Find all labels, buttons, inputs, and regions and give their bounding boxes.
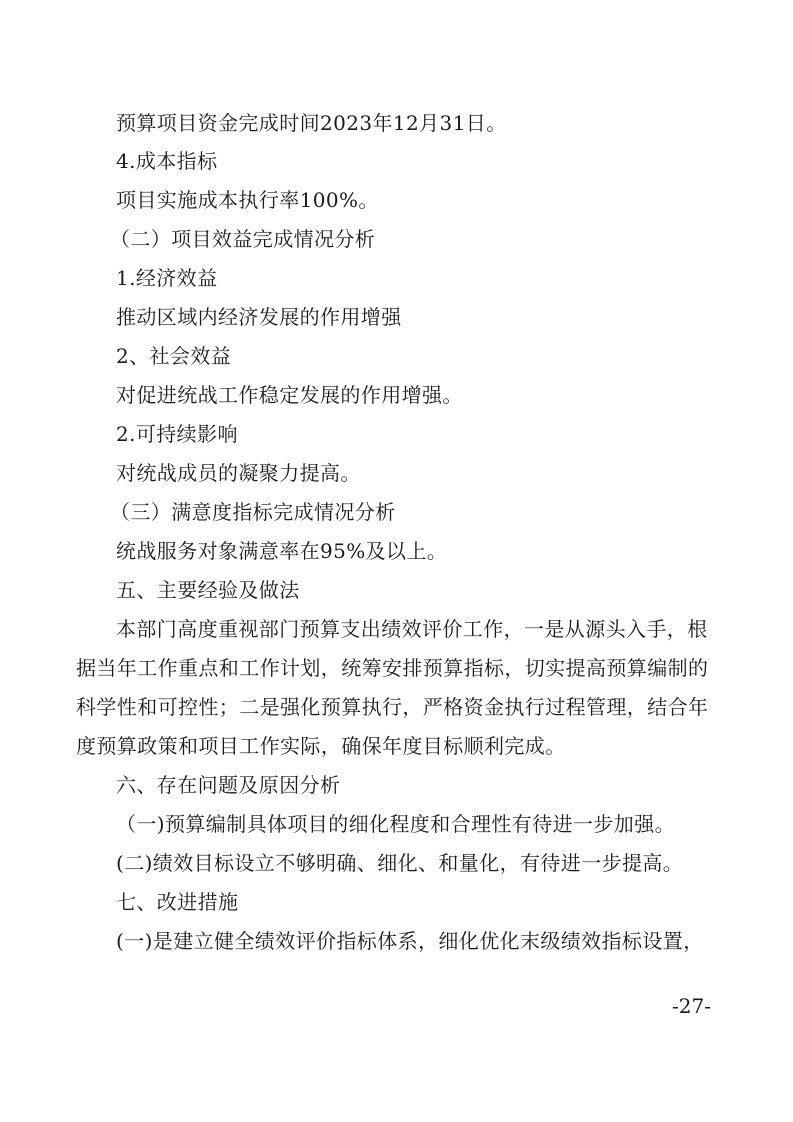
text-line-2: 4.成本指标: [116, 149, 218, 173]
text-line-5: 1.经济效益: [116, 266, 218, 290]
text-line-9: 2.可持续影响: [116, 422, 238, 446]
paragraph-line-4: 度预算政策和项目工作实际，确保年度目标顺利完成。: [76, 734, 566, 758]
chapter-heading-7: 七、改进措施: [116, 890, 239, 914]
paragraph-line-3: 科学性和可控性；二是强化预算执行，严格资金执行过程管理，结合年: [76, 695, 709, 719]
text-line-3: 项目实施成本执行率100%。: [116, 188, 379, 212]
text-line-22: (一)是建立健全绩效评价指标体系，细化优化末级绩效指标设置，: [116, 929, 704, 953]
paragraph-line-1: 本部门高度重视部门预算支出绩效评价工作，一是从源头入手，根: [116, 617, 708, 641]
text-line-20: (二)绩效目标设立不够明确、细化、和量化，有待进一步提高。: [116, 851, 684, 875]
paragraph-line-2: 据当年工作重点和工作计划，统筹安排预算指标，切实提高预算编制的: [76, 656, 709, 680]
text-line-8: 对促进统战工作稳定发展的作用增强。: [116, 383, 463, 407]
section-heading-2: （二）项目效益完成情况分析: [110, 227, 376, 251]
section-heading-3: （三）满意度指标完成情况分析: [110, 500, 396, 524]
chapter-heading-5: 五、主要经验及做法: [116, 578, 300, 602]
text-line-7: 2、社会效益: [116, 344, 232, 368]
page-number: -27-: [672, 994, 711, 1018]
text-line-1: 预算项目资金完成时间2023年12月31日。: [116, 111, 507, 135]
text-line-19: （一)预算编制具体项目的细化程度和合理性有待进一步加强。: [116, 812, 676, 836]
chapter-heading-6: 六、存在问题及原因分析: [116, 773, 341, 797]
text-line-6: 推动区域内经济发展的作用增强: [116, 305, 402, 329]
text-line-12: 统战服务对象满意率在95%及以上。: [116, 539, 448, 563]
text-line-10: 对统战成员的凝聚力提高。: [116, 461, 361, 485]
